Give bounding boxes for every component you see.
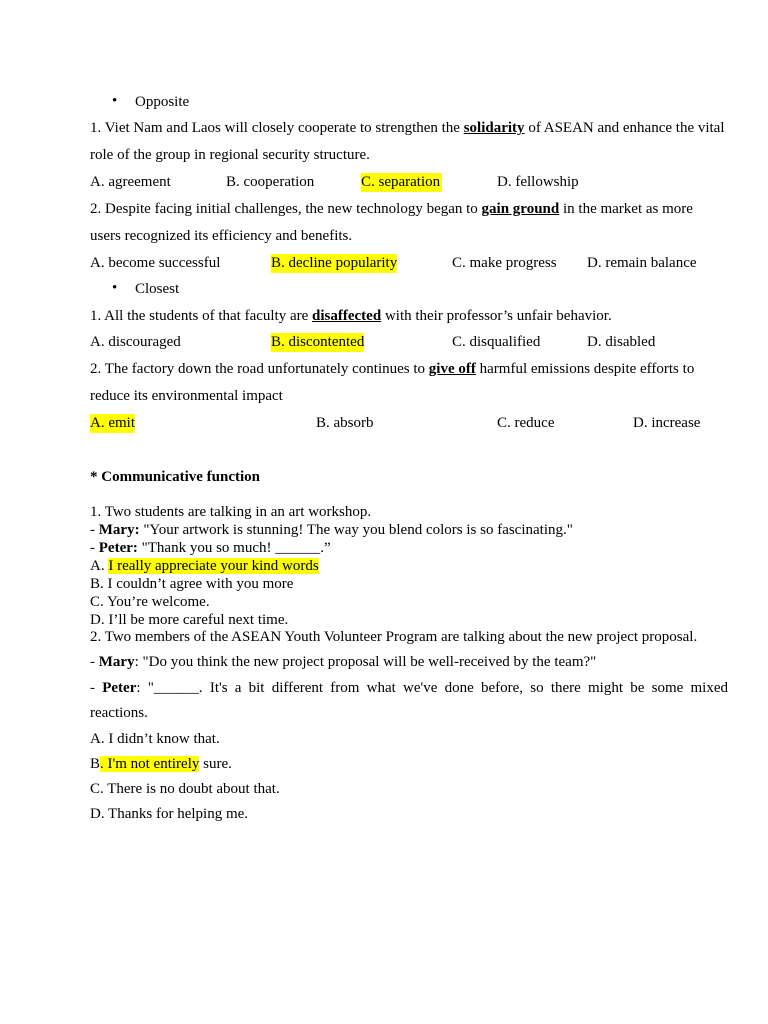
c2-peter-line-cont: reactions. <box>90 705 148 721</box>
q3-stem-line1 <box>90 307 612 326</box>
q1-stem-pre: 1. Viet Nam and Laos will closely cooperate to strengthen the <box>90 120 464 136</box>
c1-peter-line <box>90 539 331 558</box>
c1-prompt: 1. Two students are talking in an art workshop. <box>90 504 372 520</box>
q3-option-a: A. discouraged <box>90 334 181 350</box>
c1-option-a-text: I really appreciate your kind words <box>108 558 319 574</box>
peter-speech: : "______. It's a bit different from what we've done before, so there might be some mixed <box>136 680 728 696</box>
c1-mary-line <box>90 521 573 540</box>
mary-speech: : "Do you think the new project proposal will be well-received by the team?" <box>134 654 597 670</box>
q4-option-a: A. emit <box>90 415 135 431</box>
q4-keyword: give off <box>428 361 476 377</box>
q4-stem-line1 <box>90 360 694 379</box>
q3-option-c: C. disqualified <box>452 334 541 350</box>
closest-heading: Closest <box>135 281 180 297</box>
q2-option-c: C. make progress <box>452 255 557 271</box>
q1-keyword: solidarity <box>463 120 525 136</box>
q1-stem-line1 <box>90 119 725 138</box>
speaker-peter: Peter <box>102 680 137 696</box>
q3-option-b: B. discontented <box>271 334 365 350</box>
q4-option-b: B. absorb <box>316 415 374 431</box>
q3-keyword: disaffected <box>312 308 382 324</box>
opposite-heading: Opposite <box>135 94 190 110</box>
q1-option-b: B. cooperation <box>226 174 315 190</box>
q2-keyword: gain ground <box>481 201 560 217</box>
q4-option-c: C. reduce <box>497 415 555 431</box>
q4-option-d: D. increase <box>633 415 701 431</box>
option-label: B <box>90 756 101 772</box>
speaker-peter: Peter: <box>98 540 138 556</box>
q1-option-a: A. agreement <box>90 174 171 190</box>
c2-option-b-highlight: . I'm not entirely <box>100 756 200 772</box>
c1-option-a <box>90 557 319 576</box>
mary-speech: "Your artwork is stunning! The way you blend colors is so fascinating." <box>139 522 573 538</box>
q4-stem-post: harmful emissions despite efforts to <box>475 361 695 377</box>
q4-stem-pre: 2. The factory down the road unfortunately continues to <box>90 361 429 377</box>
q2-stem-line2: users recognized its efficiency and benefits. <box>90 228 353 244</box>
c1-option-c: C. You’re welcome. <box>90 594 210 610</box>
q3-option-d: D. disabled <box>587 334 656 350</box>
bullet-icon: • <box>112 280 118 296</box>
c2-option-c: C. There is no doubt about that. <box>90 781 280 797</box>
dash: - <box>90 654 99 670</box>
q3-stem-pre: 1. All the students of that faculty are <box>90 308 313 324</box>
c1-option-d: D. I’ll be more careful next time. <box>90 612 289 628</box>
peter-speech: "Thank you so much! ______.” <box>137 540 331 556</box>
q2-stem-pre: 2. Despite facing initial challenges, the new technology began to <box>90 201 482 217</box>
dash: - <box>90 522 99 538</box>
speaker-mary: Mary <box>98 654 135 670</box>
q4-stem-line2: reduce its environmental impact <box>90 388 283 404</box>
q2-option-d: D. remain balance <box>587 255 697 271</box>
communicative-heading: * Communicative function <box>90 469 260 485</box>
option-label: A. <box>90 558 109 574</box>
q1-option-c: C. separation <box>361 174 441 190</box>
c2-mary-line <box>90 653 596 672</box>
c2-option-b-rest: sure. <box>199 756 232 772</box>
c2-option-b <box>90 755 232 774</box>
dash: - <box>90 540 99 556</box>
q1-stem-post: of ASEAN and enhance the vital <box>524 120 725 136</box>
q3-stem-post: with their professor’s unfair behavior. <box>381 308 612 324</box>
bullet-icon: • <box>112 93 118 109</box>
q2-stem-line1 <box>90 200 693 219</box>
q2-option-b: B. decline popularity <box>271 255 398 271</box>
speaker-mary: Mary: <box>98 522 140 538</box>
c2-peter-line <box>90 679 728 698</box>
q2-option-a: A. become successful <box>90 255 221 271</box>
q2-stem-post: in the market as more <box>559 201 693 217</box>
c2-prompt: 2. Two members of the ASEAN Youth Volunteer Program are talking about the new project proposal. <box>90 629 698 645</box>
dash: - <box>90 680 103 696</box>
c1-option-b: B. I couldn’t agree with you more <box>90 576 294 592</box>
q1-option-d: D. fellowship <box>497 174 579 190</box>
c2-option-a: A. I didn’t know that. <box>90 731 220 747</box>
q1-stem-line2: role of the group in regional security structure. <box>90 147 370 163</box>
c2-option-d: D. Thanks for helping me. <box>90 806 249 822</box>
